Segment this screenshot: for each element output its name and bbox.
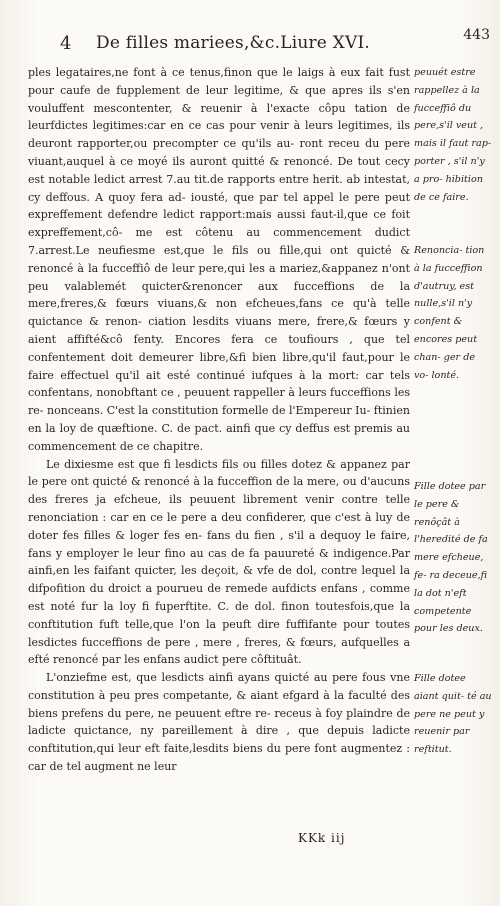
page-header (60, 27, 490, 59)
main-text (28, 64, 410, 776)
page-number: 4 (60, 33, 72, 54)
margin-note-renunciation: Renoncia- tion à la fucceffion d'autruy, est nulle,s'il n'y confent & encores peut chan- ger de vo- lonté. (414, 245, 485, 381)
running-title: De filles mariees,&c.Liure XVI. (96, 33, 370, 53)
folio-number: 443 (463, 27, 490, 43)
paragraph-continuation: ples legataires,ne font à ce tenus,finon que le laigs à eux fait fust pour caufe de fupplement de leur legitime, & que apres ils s'en vouluffent mescontenter, & reuenir à l'exacte côpu tation de leurfdictes legitimes:car en ce cas pour venir à leurs legitimes, ils deuront rapporter,ou precompter ce qu'ils au- ront receu du pere viuant,auquel à ce moyé ils auront quitté & renoncé. De tout cecy est notable ledict arrest 7.au tit.de rapports entre herit. ab intestat, cy deffous. A quoy fera ad- iousté, que par tel appel le pere peut expreffement defendre ledict rapport:mais aussi faut-il,que ce foit expreffement,cô- me est côtenu au commencement dudict 7.arrest.Le neufiesme est,que le fils ou fille,qui ont quicté & renoncé à la fucceffiô de leur pere,qui les a mariez,&appanez n'ont peu valablemét quicter&renoncer aux fucceffions de la mere,freres,& fœurs viuans,& non efcheues,fans ce qu'à telle quictance & renon- ciation lesdits viuans mere, frere,& fœurs y aient affifté&cô fenty. Encores fera ce toufiours , que tel confentement doit demeurer libre,&fi bien libre,qu'il faut,pour le faire effectuel qu'il ait esté continué iufques à la mort: car tels confentans, nonobftant ce , peuuent rappeller à leurs fucceffions les re- nonceans. C'est la constitution formelle de l'Empereur Iu- ftinien en la loy de quæftione. C. de pact. ainfi que cy deffus est premis au commencement de ce chapitre. (28, 66, 410, 453)
paragraph-tenth: Le dixiesme est que fi lesdicts fils ou filles dotez & appanez par le pere ont quicté & renoncé à la fucceffion de la mere, ou d'aucuns des freres ja efcheue, ils peuuent librement venir contre telle renonciation : car en ce le pere a deu confiderer, que c'est à luy de doter fes filles & loger fes en- fans du fien , s'il a dequoy le faire, fans y employer le leur fino au cas de fa pauureté & indigence.Par ainfi,en les faifant quicter, les deçoit, & vfe de dol, contre lequel la difpofition du droict a pourueu de remede aufdicts enfans , comme est noté fur la loy fi fuperftite. C. de dol. finon toutesfois,que la conftitution fuft telle,que l'on la peuft dire fuffifante pour toutes lesdictes fucceffions de pere , mere , freres, & fœurs, aufquelles a efté renoncé par les enfans audict pere côftituât. (28, 457, 410, 667)
paragraph-eleventh: L'onziefme est, que lesdicts ainfi ayans quicté au pere fous vne constitution à peu pres competante, & aiant efgard à la faculté des biens prefens du pere, ne peuuent eftre re- receus à foy plaindre de ladicte quictance, ny pareillement à dire , que depuis ladicte conftitution,qui leur eft faite,lesdits biens du pere font augmentez : car de tel augment ne leur (28, 671, 410, 774)
margin-note-dowered-daughter: Fille dotee par le pere & renôçât à l'heredité de fa mere efcheue, fe- ra deceue,fi la dot n'eft competente pour les deux. (414, 481, 488, 635)
margin-note-recall: peuuét estre rappellez à la fucceffiô du pere,s'il veut , mais il faut rap- porter , s'il n'y a pro- hibition de ce faire. (414, 67, 492, 203)
margin-note-acquittance: Fille dotee aiant quit- té au pere ne peut y reuenir par reftitut. (414, 673, 492, 756)
signature-mark: KKk iij (298, 831, 346, 845)
